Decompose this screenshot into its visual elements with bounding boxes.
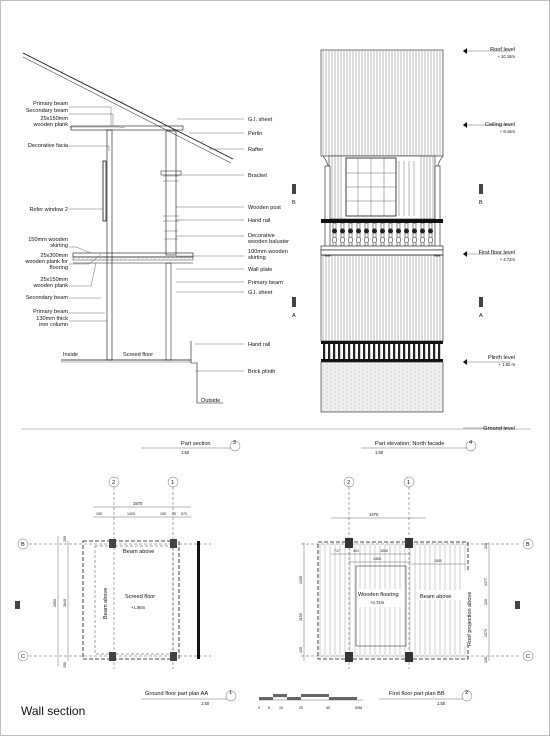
view-titles [141, 440, 476, 706]
label-plank-bottom-2: wooden plank [33, 283, 68, 289]
title-ground-plan: Ground floor part plan AA [145, 691, 209, 697]
architectural-drawing [1, 1, 550, 737]
low-baluster [353, 344, 355, 359]
scale-tick-1: 5 [268, 706, 270, 710]
fp-dim-right-3: 120 [484, 599, 488, 605]
label-inside: Inside [63, 352, 78, 358]
level-first-floor-value: + 4.72m [499, 257, 515, 262]
fp-beam-above: Beam above [420, 594, 452, 600]
baluster [356, 223, 361, 246]
grid-2-first: 2 [347, 480, 351, 486]
plan-level-markers [15, 601, 520, 609]
level-ceiling-name: Ceiling level [484, 122, 515, 128]
gp-dim-seg-1: 150 [96, 512, 102, 516]
sheet-title: Wall section [21, 704, 86, 718]
fp-dim-left-3: 435 [299, 647, 303, 653]
fp-wooden-flooring: Wooden flooring [358, 592, 399, 598]
fp-dim-right: 1500 [434, 559, 442, 563]
marker-a-left: A [292, 313, 296, 319]
label-brick-plinth: Brick plinth [248, 369, 276, 375]
baluster [428, 223, 433, 246]
grid-1-first: 1 [407, 480, 411, 486]
label-baluster-2: wooden baluster [248, 239, 290, 245]
low-baluster [348, 344, 350, 359]
gp-dim-seg-4: 20 [172, 512, 176, 516]
fp-dim-top-1: 717 [334, 549, 340, 553]
level-ceiling-value: + 8.16m [499, 129, 515, 134]
label-skirting100-2: skirting [248, 255, 266, 261]
label-wooden-post: Wooden post [248, 205, 281, 211]
fp-dim-right-2: 1377 [484, 578, 488, 586]
fp-dim-right-1: 135 [484, 543, 488, 549]
gp-beam-above-top: Beam above [123, 549, 155, 555]
fp-dim-top-2: 401 [353, 549, 359, 553]
label-screed-floor: Screed floor [123, 352, 154, 358]
label-skirting-2: skirting [50, 243, 68, 249]
baluster [372, 223, 377, 246]
baluster [388, 223, 393, 246]
label-gi-sheet-top: G.I. sheet [248, 117, 273, 123]
low-baluster [323, 344, 325, 359]
scale-tick-0: 0 [258, 706, 260, 710]
gp-dim-left-bottom: 150 [63, 662, 67, 668]
label-secondary-beam-top: Secondary beam [25, 108, 68, 114]
part-elevation [321, 50, 443, 412]
level-roof-name: Roof level [490, 47, 515, 53]
label-skirting100-1: 100mm wooden [248, 249, 288, 255]
label-decorative-facia: Decorative facia [27, 143, 68, 149]
label-refer-window: Refer window 2 [29, 207, 68, 213]
scale-tick-3: 20 [299, 706, 303, 710]
middle-labels [247, 117, 289, 375]
level-ground-name: Ground level [483, 426, 515, 432]
fp-dim-right-5: 135 [484, 657, 488, 663]
baluster [404, 223, 409, 246]
label-secondary-beam-bottom: Secondary beam [25, 295, 68, 301]
label-gi-sheet-mid: G.I. sheet [248, 290, 273, 296]
low-baluster [383, 344, 385, 359]
low-baluster [433, 344, 435, 359]
marker-b-left: B [292, 200, 296, 206]
low-baluster [338, 344, 340, 359]
fp-roof-projection: Roof projection above [467, 591, 473, 646]
low-baluster [423, 344, 425, 359]
title-ground-plan-num: 1 [229, 690, 233, 696]
grid-c-ground: C [21, 654, 26, 660]
level-plinth-name: Plinth level [487, 355, 515, 361]
title-part-elevation-scale: 1:50 [375, 450, 384, 455]
low-baluster [428, 344, 430, 359]
grid-2-ground: 2 [112, 480, 116, 486]
fp-dim-left-2: 1150 [299, 613, 303, 621]
low-baluster [333, 344, 335, 359]
label-flooring-plank-2: wooden plank for [25, 259, 68, 265]
fp-flooring-level: +4.72m [370, 600, 385, 605]
gp-dim-left-inner: 2640 [63, 599, 67, 607]
label-iron-column-2: iron column [39, 322, 68, 328]
marker-b-right: B [479, 200, 483, 206]
low-baluster [363, 344, 365, 359]
first-floor-plan [299, 477, 533, 669]
label-iron-column-1: 130mm thick [36, 316, 68, 322]
scale-tick-5: 50M [355, 706, 362, 710]
label-hand-rail-top: Hand rail [248, 218, 271, 224]
low-baluster [368, 344, 370, 359]
label-primary-beam-mid: Primary beam [248, 280, 283, 286]
label-perlin: Perlin [248, 131, 263, 137]
title-part-elevation: Part elevation: North facade [375, 441, 445, 447]
baluster [412, 223, 417, 246]
low-baluster [403, 344, 405, 359]
low-baluster [343, 344, 345, 359]
baluster [380, 223, 385, 246]
title-ground-plan-scale: 1:50 [201, 701, 210, 706]
gp-dim-left-top: 150 [63, 536, 67, 542]
gp-dim-seg-5: 570 [181, 512, 187, 516]
label-baluster-1: Decorative [248, 233, 275, 239]
label-plank-top-1: 25x150mm [40, 116, 68, 122]
label-rafter: Rafter [248, 147, 264, 153]
part-section [23, 53, 244, 404]
level-first-floor-name: First floor level [478, 250, 515, 256]
label-plank-top-2: wooden plank [33, 122, 68, 128]
baluster [340, 223, 345, 246]
grid-1-ground: 1 [171, 480, 175, 486]
baluster [364, 223, 369, 246]
title-part-section-num: 3 [233, 440, 237, 446]
fp-dim-total: 1470 [369, 512, 379, 517]
baluster [420, 223, 425, 246]
low-baluster [373, 344, 375, 359]
fp-dim-right-4: 1373 [484, 629, 488, 637]
label-outside: Outside [201, 398, 221, 404]
fp-dim-mid: 1400 [373, 557, 381, 561]
label-flooring-plank-1: 25x300mm [40, 253, 68, 259]
gp-screed-floor: Screed floor [125, 594, 156, 600]
baluster [332, 223, 337, 246]
label-primary-beam-bottom: Primary beam [33, 309, 68, 315]
gp-dim-left-outer: 2950 [53, 599, 57, 607]
baluster [396, 223, 401, 246]
low-baluster [378, 344, 380, 359]
label-bracket: Bracket [248, 173, 267, 179]
gp-dim-seg-2: 1420 [127, 512, 135, 516]
low-baluster [408, 344, 410, 359]
low-baluster [388, 344, 390, 359]
marker-a-right: A [479, 313, 483, 319]
low-baluster [418, 344, 420, 359]
level-roof-value: + 10.18m [497, 54, 515, 59]
gp-screed-level: +1.95m [131, 605, 146, 610]
scale-tick-4: 40 [326, 706, 330, 710]
ground-floor-plan [18, 477, 211, 669]
low-baluster [358, 344, 360, 359]
baluster [348, 223, 353, 246]
title-first-plan-num: 2 [465, 690, 469, 696]
low-baluster [438, 344, 440, 359]
level-markers [463, 47, 516, 432]
label-wall-plate: Wall plate [248, 267, 273, 273]
grid-c-first: C [526, 654, 531, 660]
label-flooring-plank-3: flooring [49, 265, 68, 271]
low-baluster [328, 344, 330, 359]
label-plank-bottom-1: 25x150mm [40, 277, 68, 283]
low-baluster [413, 344, 415, 359]
title-part-elevation-num: 4 [469, 440, 473, 446]
title-first-plan: First floor part plan BB [389, 691, 445, 697]
label-primary-beam-top: Primary beam [33, 101, 68, 107]
gp-dim-total: 1570 [133, 501, 143, 506]
title-part-section-scale: 1:50 [181, 450, 190, 455]
fp-dim-left-1: 1295 [299, 576, 303, 584]
scale-bar [258, 694, 363, 710]
level-plinth-value: + 1.82 m [498, 362, 515, 367]
grid-b-ground: B [21, 542, 25, 548]
title-first-plan-scale: 1:50 [437, 701, 446, 706]
low-baluster [393, 344, 395, 359]
gp-dim-seg-3: 150 [160, 512, 166, 516]
gp-beam-above-left: Beam above [103, 587, 109, 619]
scale-tick-2: 10 [279, 706, 283, 710]
title-part-section: Part section [181, 441, 211, 447]
low-baluster [398, 344, 400, 359]
label-skirting-1: 150mm wooden [28, 237, 68, 243]
fp-dim-top-3: 1000 [380, 549, 388, 553]
grid-b-first: B [526, 542, 530, 548]
label-hand-rail-bottom: Hand rail [248, 342, 271, 348]
